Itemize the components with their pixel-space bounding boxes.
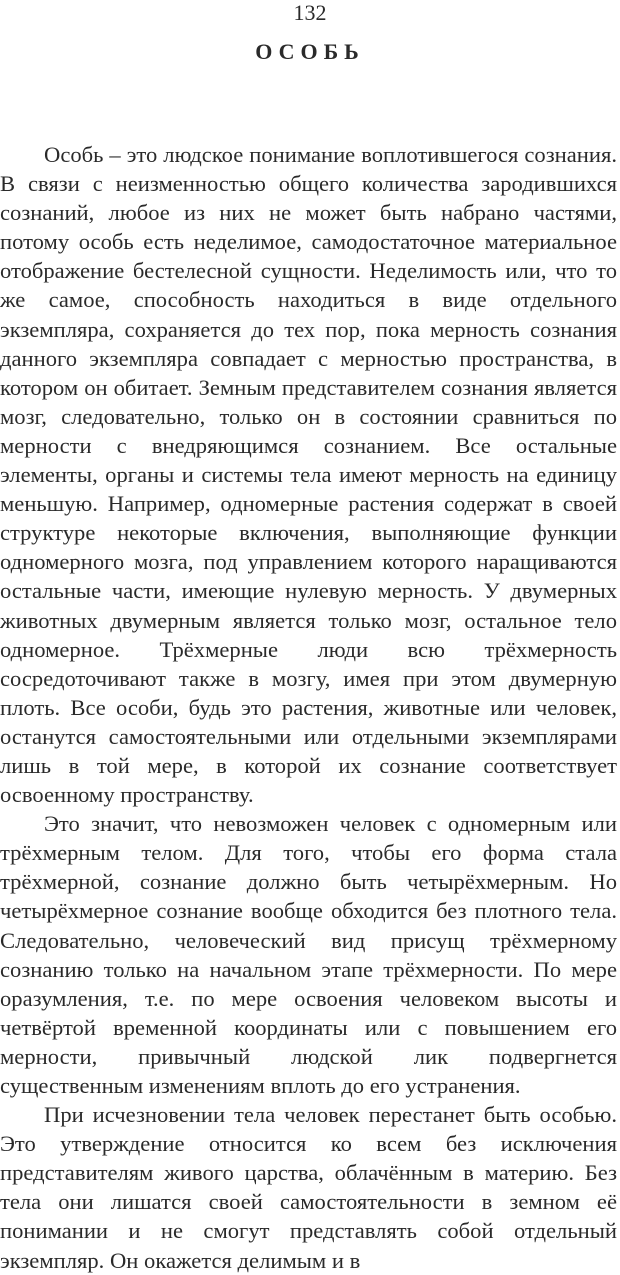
paragraph-3: При исчезновении тела человек перестанет быть особью. Это утверждение относится ко всем без исключения представителям живого царства, облачённым в материю. Без тела они лишатся своей самостоятельности в земном её понимании и не смогут представлять собой отдельный экземпляр. Он окажется делимым и в <box>0 1102 617 1273</box>
body-text <box>0 140 617 1275</box>
paragraph-1: Особь – это людское понимание воплотившегося сознания. В связи с неизменностью общего количества зародившихся сознаний, любое из них не может быть набрано частями, потому особь есть неделимое, самодостаточное материальное отображение бестелесной сущности. Неделимость или, что то же самое, способность находиться в виде отдельного экземпляра, сохраняется до тех пор, пока мерность сознания данного экземпляра совпадает с мерностью пространства, в котором он обитает. Земным представителем сознания является мозг, следовательно, только он в состоянии сравниться по мерности с внедряющимся сознанием. Все остальные элементы, органы и системы тела имеют мерность на единицу меньшую. Например, одномерные растения содержат в своей структуре некоторые включения, выполняющие функции одномерного мозга, под управлением которого наращиваются остальные части, имеющие нулевую мерность. У двумерных животных двумерным является только мозг, остальное тело одномерное. Трёхмерные люди всю трёхмерность сосредоточивают также в мозгу, имея при этом двумерную плоть. Все особи, будь это растения, животные или человек, останутся самостоятельными или отдельными экземплярами лишь в той мере, в которой их сознание соответствует освоенному пространству. <box>0 142 617 808</box>
page-number: 132 <box>293 0 327 25</box>
paragraph-2: Это значит, что невозможен человек с одномерным или трёхмерным телом. Для того, чтобы его форма стала трёхмерной, сознание должно быть четырёхмерным. Но четырёхмерное сознание вообще обходится без плотного тела. Следовательно, человеческий вид присущ трёхмерному сознанию только на начальном этапе трёхмерности. По мере оразумления, т.е. по мере освоения человеком высоты и четвёртой временной координаты или с повышением его мерности, привычный людской лик подвергнется существенным изменениям вплоть до его устранения. <box>0 811 617 1098</box>
chapter-title: ОСОБЬ <box>255 39 365 64</box>
